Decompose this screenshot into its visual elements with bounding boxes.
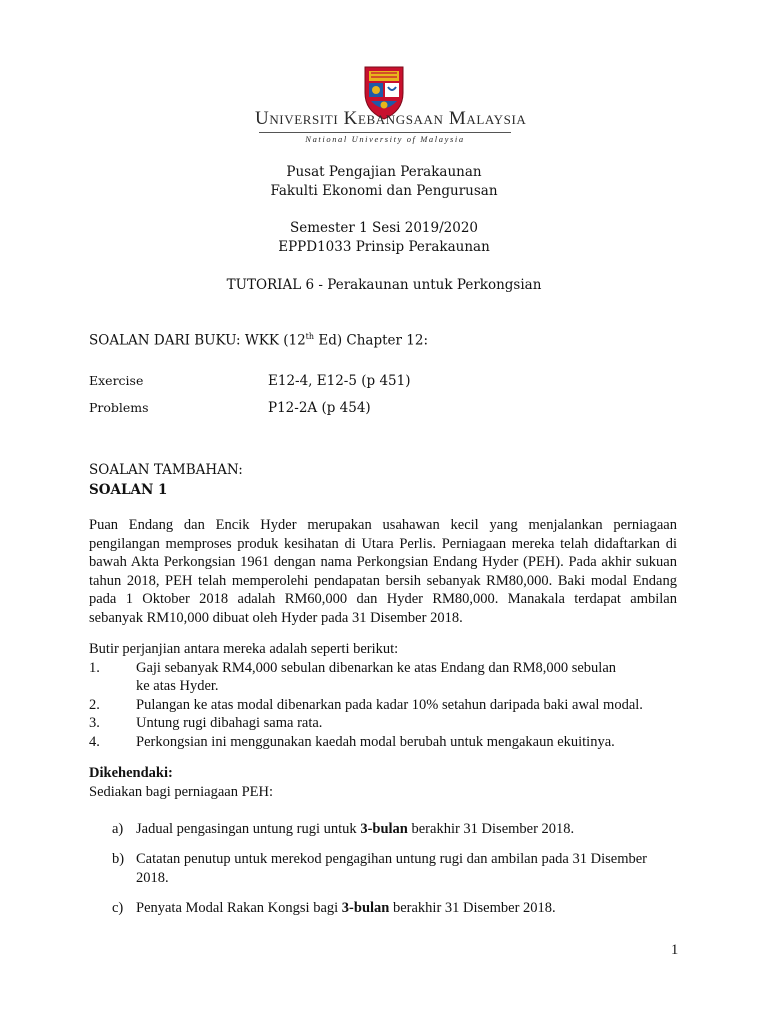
paragraph-line: Puan Endang dan Encik Hyder merupakan usahawan kecil yang menjalankan perniagaan (89, 517, 677, 533)
list-item (89, 659, 679, 696)
university-subtitle: National University of Malaysia (305, 134, 465, 144)
paragraph-line: tahun 2018, PEH telah memperolehi pendapatan bersih sebanyak RM80,000. Baki modal Endang (89, 572, 677, 589)
item-text: berakhir 31 Disember 2018. (407, 821, 575, 837)
item-text: Jadual pengasingan untung rugi untuk (136, 821, 361, 837)
center-name: Pusat Pengajian Perakaunan (286, 164, 482, 180)
required-item-a (112, 820, 682, 839)
item-label: c) (112, 900, 124, 916)
book-heading-sup: th (305, 332, 315, 341)
course-line: EPPD1033 Prinsip Perakaunan (278, 239, 490, 255)
list-text: Pulangan ke atas modal dibenarkan pada kadar 10% setahun daripada baki awal modal. (136, 696, 643, 713)
required-item-b (112, 850, 682, 888)
university-wordmark (255, 108, 527, 144)
university-name: Universiti Kebangsaan Malaysia (255, 108, 527, 129)
agreement-section (89, 640, 679, 751)
list-text: Perkongsian ini menggunakan kaedah modal berubah untuk mengakaun ekuitinya. (136, 733, 615, 750)
required-intro: Sediakan bagi perniagaan PEH: (89, 784, 274, 800)
item-text: Catatan penutup untuk merekod pengagihan untung rugi dan ambilan pada 31 Disember 2018. (136, 851, 647, 886)
item-text: berakhir 31 Disember 2018. (389, 900, 556, 916)
list-item (89, 696, 679, 715)
problems-value: P12-2A (p 454) (268, 400, 371, 416)
course-block (0, 219, 768, 257)
exercise-value: E12-4, E12-5 (p 451) (268, 373, 411, 389)
list-number: 1. (89, 659, 100, 676)
required-heading: Dikehendaki: (89, 765, 173, 781)
paragraph-line: pengilangan memproses produk kesihatan di Utara Perlis. Perniagaan mereka telah didaftarkan di (89, 535, 677, 552)
paragraph-line: sebanyak RM10,000 dibuat oleh Hyder pada 31 Disember 2018. (89, 609, 463, 626)
list-number: 3. (89, 715, 100, 731)
faculty-name: Fakulti Ekonomi dan Pengurusan (270, 183, 498, 199)
question-label: SOALAN 1 (89, 482, 168, 498)
header-block (0, 163, 768, 201)
book-questions-heading (89, 332, 428, 349)
wordmark-divider (259, 132, 511, 133)
list-number: 2. (89, 696, 100, 713)
list-text: Untung rugi dibahagi sama rata. (136, 715, 323, 731)
item-bold: 3-bulan (341, 900, 390, 916)
paragraph-line: bawah Akta Perkongsian 1961 dengan nama Perkongsian Endang Hyder (PEH). Pada akhir sukuan (89, 554, 677, 570)
page-number: 1 (671, 942, 679, 958)
list-number: 4. (89, 733, 100, 750)
required-item-c (112, 899, 682, 918)
book-heading-suffix: Ed) Chapter 12: (314, 332, 428, 349)
list-text: Gaji sebanyak RM4,000 sebulan dibenarkan ke atas Endang dan RM8,000 sebulan ke atas Hyder. (136, 659, 617, 694)
item-label: b) (112, 851, 125, 867)
list-item (89, 733, 679, 752)
list-item (89, 714, 679, 733)
agreement-intro: Butir perjanjian antara mereka adalah seperti berikut: (89, 641, 399, 657)
extra-heading: SOALAN TAMBAHAN: (89, 462, 243, 478)
item-bold: 3-bulan (360, 821, 408, 837)
item-text: Penyata Modal Rakan Kongsi bagi (136, 900, 342, 916)
question-paragraph (89, 516, 677, 627)
item-label: a) (112, 821, 124, 837)
exercise-label: Exercise (89, 373, 144, 388)
semester-line: Semester 1 Sesi 2019/2020 (289, 220, 479, 236)
tutorial-title: TUTORIAL 6 - Perakaunan untuk Perkongsian (226, 277, 542, 293)
book-heading-prefix: SOALAN DARI BUKU: WKK (12 (89, 332, 306, 349)
problems-label: Problems (89, 400, 149, 415)
paragraph-line: pada 1 Oktober 2018 adalah RM60,000 dan Hyder RM80,000. Manakala terdapat ambilan (89, 591, 677, 607)
